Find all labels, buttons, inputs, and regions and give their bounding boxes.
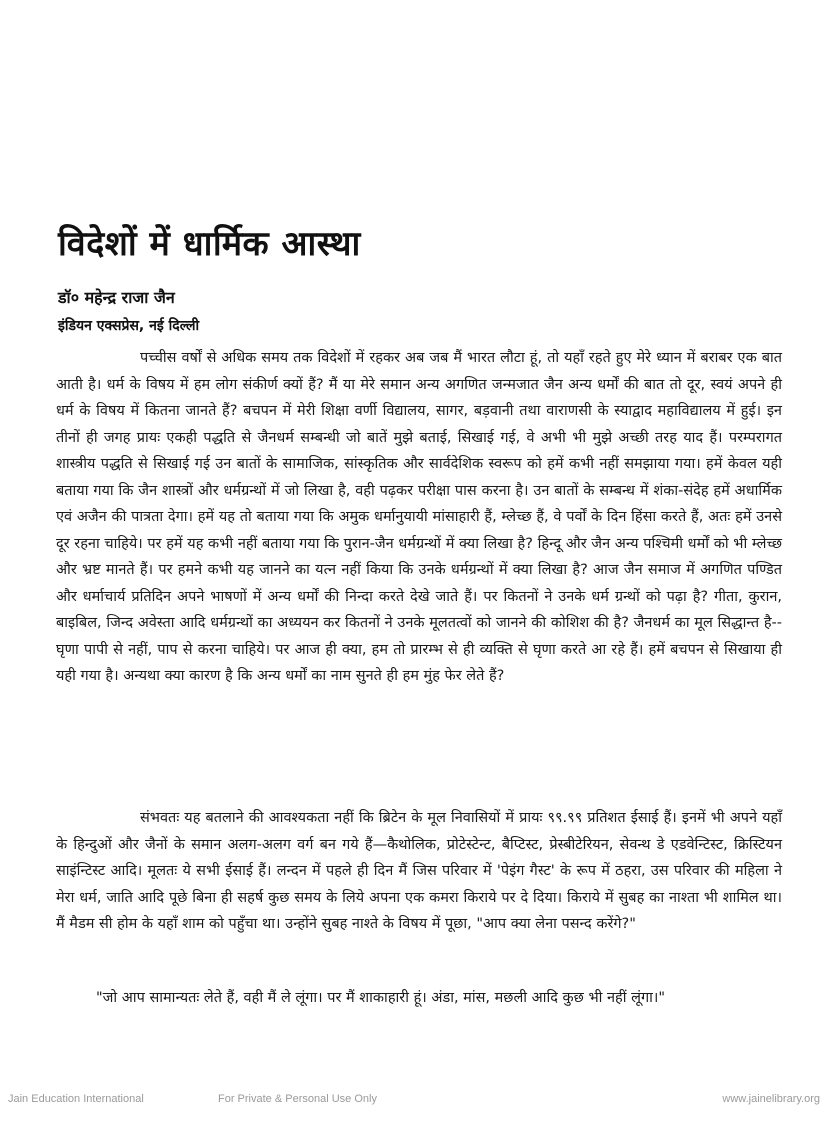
body-paragraph: संभवतः यह बतलाने की आवश्यकता नहीं कि ब्रिटेन के मूल निवासियों में प्रायः ९९.९९ प्रतिशत ईसाई हैं। इनमें भी अपने यहाँ के हिन्दुओं और जैनों के समान अलग-अलग वर्ग बन गये हैं—कैथोलिक, प्रोटेस्टेन्ट, बैप्टिस्ट, प्रेस्बीटेरियन, सेवन्थ डे एडवेन्टिस्ट, क्रिस्टियन साइंन्टिस्ट आदि। मूलतः ये सभी ईसाई हैं। लन्दन में पहले ही दिन मैं जिस परिवार में 'पेइंग गैस्ट' के रूप में ठहरा, उस परिवार की महिला ने मेरा धर्म, जाति आदि पूछे बिना ही सहर्ष कुछ समय के लिये अपना एक कमरा किराये पर दे दिया। किराये में सुबह का नाश्ता भी शामिल था। मैं मैडम सी होम के यहाँ शाम को पहुँचा था। उन्होंने सुबह नाश्ते के विषय में पूछा, "आप क्या लेना पसन्द करेंगे?" — [56, 810, 782, 932]
article-title: विदेशों में धार्मिक आस्था — [58, 223, 361, 264]
page-footer — [0, 1090, 828, 1110]
footer-usage-notice: For Private & Personal Use Only — [218, 1093, 377, 1105]
body-paragraph: "जो आप सामान्यतः लेते हैं, वही मैं ले लूंगा। पर मैं शाकाहारी हूं। अंडा, मांस, मछली आदि कुछ भी नहीं लूंगा।" — [96, 990, 666, 1006]
footer-website: www.jainelibrary.org — [722, 1093, 820, 1105]
article-author: डॉ० महेन्द्र राजा जैन — [58, 288, 175, 307]
author-affiliation: इंडियन एक्सप्रेस, नई दिल्ली — [58, 318, 200, 334]
body-paragraph: पच्चीस वर्षों से अधिक समय तक विदेशों में रहकर अब जब मैं भारत लौटा हूं, तो यहाँ रहते हुए मेरे ध्यान में बराबर एक बात आती है। धर्म के विषय में हम लोग संकीर्ण क्यों हैं? मैं या मेरे समान अन्य अगणित जन्मजात जैन अन्य धर्मों की बात तो दूर, स्वयं अपने ही धर्म के विषय में कितना जानते हैं? बचपन में मेरी शिक्षा वर्णी विद्यालय, सागर, बड़वानी तथा वाराणसी के स्याद्वाद महाविद्यालय में हुई। इन तीनों ही जगह प्रायः एकही पद्धति से जैनधर्म सम्बन्धी जो बातें मुझे बताई, सिखाई गई, वे अभी भी मुझे अच्छी तरह याद हैं। परम्परागत शास्त्रीय पद्धति से सिखाई गई उन बातों के सामाजिक, सांस्कृतिक और सार्वदेशिक स्वरूप को हमें कभी नहीं समझाया गया। हमें केवल यही बताया गया कि जैन शास्त्रों और धर्मग्रन्थों में जो लिखा है, वही पढ़कर परीक्षा पास करना है। उन बातों के सम्बन्ध में शंका-संदेह हमें अधार्मिक एवं अजैन की पात्रता देगा। हमें यह तो बताया गया कि अमुक धर्मानुयायी मांसाहारी हैं, म्लेच्छ हैं, वे पर्वों के दिन हिंसा करते हैं, अतः हमें उनसे दूर रहना चाहिये। पर हमें यह कभी नहीं बताया गया कि पुरान-जैन धर्मग्रन्थों में क्या लिखा है? हिन्दू और जैन अन्य पश्चिमी धर्मों को भी म्लेच्छ और भ्रष्ट मानते हैं। पर हमने कभी यह जानने का यत्न नहीं किया कि उनके धर्मग्रन्थों में क्या लिखा है? आज जैन समाज में अगणित पण्डित और धर्माचार्य प्रतिदिन अपने भाषणों में अन्य धर्मों की निन्दा करते देखे जाते हैं। पर कितनों ने उनके धर्म ग्रन्थों को पढ़ा है? गीता, कुरान, बाइबिल, जिन्द अवेस्ता आदि धर्मग्रन्थों का अध्ययन कर कितनों ने उनके मूलतत्वों को जानने की कोशिश की है? जैनधर्म का मूल सिद्धान्त है--घृणा पापी से नहीं, पाप से करना चाहिये। पर आज ही क्या, हम तो प्रारम्भ से ही व्यक्ति से घृणा करते आ रहे हैं। हमें बचपन से सिखाया ही यही गया है। अन्यथा क्या कारण है कि अन्य धर्मों का नाम सुनते ही हम मुंह फेर लेते हैं? — [56, 350, 782, 684]
footer-publisher: Jain Education International — [8, 1093, 144, 1105]
